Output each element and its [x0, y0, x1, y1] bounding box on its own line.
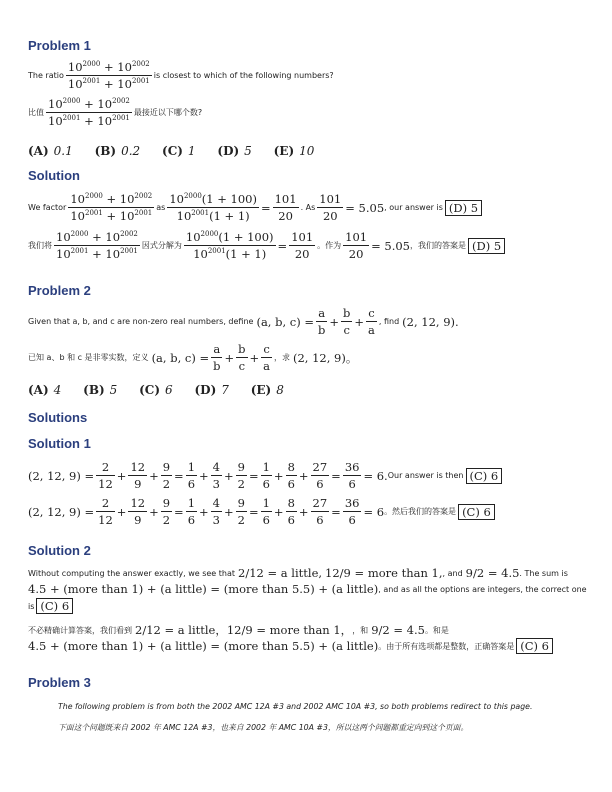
- math-plus: +: [273, 468, 284, 483]
- math-expression: (a, b, c) =: [151, 350, 210, 365]
- math-equals: =: [331, 504, 341, 519]
- math-equals: =: [174, 468, 184, 483]
- math-plus: +: [273, 504, 284, 519]
- solution-2-en-line-2: 4.5 + (more than 1) + (a little) = (more than 5.5) + (a little) , and as all the options are integers, the correct one: [28, 582, 587, 596]
- solution-2-heading: Solution 2: [28, 543, 91, 558]
- problem-3-note-zh: 下面这个问题既来自 2002 年 AMC 12A #3，也来自 2002 年 AMC 10A #3，所以这两个问题都重定向到这个页面。: [58, 723, 469, 732]
- math-expression: (2, 12, 9) =: [28, 468, 95, 483]
- choice: (C) 6: [139, 383, 173, 397]
- math-equals: =: [331, 468, 341, 483]
- choice: (D) 7: [194, 383, 229, 397]
- math-plus: +: [298, 468, 309, 483]
- math-expression: = 6: [363, 504, 385, 519]
- math-fraction: $\frac{10^{2000} + 10^{2002}}{10^{2001} + 10^{2001}}$: [70, 192, 153, 223]
- math-fraction: $\frac{c}{a}$: [263, 342, 270, 373]
- math-fraction: $\frac{10^{2000}(1 + 100)}{10^{2001}(1 + 1)}$: [185, 230, 274, 261]
- math-fraction: $\frac{9}{2}$: [237, 496, 245, 527]
- math-plus: +: [149, 504, 159, 519]
- problem-2-heading: Problem 2: [28, 283, 91, 298]
- math-fraction: $\frac{8}{6}$: [287, 496, 295, 527]
- problem-1-heading: Problem 1: [28, 38, 91, 53]
- choice: (A) 0.1: [28, 144, 73, 158]
- math-expression: 2/12 = a little，12/9 = more than 1，: [135, 623, 353, 637]
- math-plus: +: [223, 504, 234, 519]
- math-fraction: $\frac{101}{20}$: [319, 192, 342, 223]
- solution-1-en: (2, 12, 9) = $\frac{2}{12}$ + $\frac{12}{9}$ + $\frac{9}{2}$ = $\frac{1}{6}$ + $\frac{4}{3}$ + $\frac{9}{2}$ = $\frac{1}{6}$ + $\frac{8}{6}$ + $\frac{27}{6}$ = $\frac{36}{6}$ = 6. Our answer is then (C) 6: [28, 460, 502, 491]
- math-fraction: $\frac{4}{3}$: [212, 496, 220, 527]
- math-fraction: $\frac{9}{2}$: [162, 460, 171, 491]
- math-fraction: $\frac{36}{6}$: [344, 496, 360, 527]
- answer-box: (C) 6: [516, 638, 553, 654]
- solutions-heading: Solutions: [28, 410, 88, 425]
- choice: (B) 0.2: [94, 144, 141, 158]
- math-fraction: $\frac{a}{b}$: [213, 342, 221, 373]
- choice: (E) 8: [250, 383, 284, 397]
- solution-2-en-line-1: Without computing the answer exactly, we see that 2/12 = a little, 12/9 = more than 1, , and 9/2 = 4.5 . The sum is: [28, 566, 568, 580]
- math-fraction: $\frac{1}{6}$: [187, 460, 196, 491]
- solution-2-en-line-3: is (C) 6: [28, 598, 73, 614]
- solution-2-zh-line-2: 4.5 + (more than 1) + (a little) = (more than 5.5) + (a little) 。由于所有选项都是整数，正确答案是 (C) 6: [28, 638, 553, 654]
- math-expression: (2, 12, 9) =: [28, 504, 95, 519]
- choice: (A) 4: [28, 383, 62, 397]
- math-fraction: $\frac{10^{2000}(1 + 100)}{10^{2001}(1 + 1)}$: [169, 192, 257, 223]
- math-fraction: $\frac{b}{c}$: [238, 342, 246, 373]
- problem-2-question-en: Given that a, b, and c are non-zero real numbers, define (a, b, c) = $\frac{a}{b}$ + $\frac{b}{c}$ + $\frac{c}{a}$ , find (2, 12, 9).: [28, 306, 459, 337]
- math-equals: =: [248, 468, 259, 483]
- problem-1-question-zh: 比值 $\frac{10^{2000} + 10^{2002}}{10^{2001} + 10^{2001}}$ 最接近以下哪个数?: [28, 97, 203, 128]
- math-fraction: $\frac{b}{c}$: [343, 306, 351, 337]
- math-plus: +: [199, 468, 209, 483]
- math-plus: +: [329, 314, 340, 329]
- choice: (D) 5: [217, 144, 252, 158]
- math-plus: +: [149, 468, 159, 483]
- answer-box: (C) 6: [466, 468, 503, 484]
- math-expression: 4.5 + (more than 1) + (a little) = (more than 5.5) + (a little): [28, 582, 379, 596]
- solution-heading: Solution: [28, 168, 80, 183]
- solution-1-heading: Solution 1: [28, 436, 91, 451]
- math-fraction: $\frac{1}{6}$: [187, 496, 196, 527]
- math-expression: (2, 12, 9).: [402, 314, 459, 329]
- math-fraction: $\frac{9}{2}$: [162, 496, 171, 527]
- math-fraction: $\frac{c}{a}$: [368, 306, 375, 337]
- math-fraction: $\frac{a}{b}$: [318, 306, 326, 337]
- math-fraction: $\frac{1}{6}$: [262, 496, 270, 527]
- math-fraction: $\frac{12}{9}$: [130, 460, 146, 491]
- solution-2-zh-line-1: 不必精确计算答案，我们看到 2/12 = a little，12/9 = more than 1， ，和 9/2 = 4.5 。和是: [28, 623, 449, 637]
- math-plus: +: [116, 468, 127, 483]
- math-expression: (2, 12, 9)。: [293, 350, 358, 365]
- math-fraction: $\frac{9}{2}$: [237, 460, 245, 491]
- math-plus: +: [298, 504, 309, 519]
- problem-1-choices: [28, 144, 332, 158]
- math-fraction: $\frac{27}{6}$: [312, 460, 328, 491]
- solution-1-zh: (2, 12, 9) = $\frac{2}{12}$ + $\frac{12}{9}$ + $\frac{9}{2}$ = $\frac{1}{6}$ + $\frac{4}{3}$ + $\frac{9}{2}$ = $\frac{1}{6}$ + $\frac{8}{6}$ + $\frac{27}{6}$ = $\frac{36}{6}$ = 6 。然后我们的答案是 (C) 6: [28, 496, 495, 527]
- math-plus: +: [224, 350, 235, 365]
- math-plus: +: [116, 504, 127, 519]
- math-expression: (a, b, c) =: [256, 314, 314, 329]
- math-expression: = 5.05: [345, 200, 385, 215]
- math-fraction: $\frac{36}{6}$: [344, 460, 360, 491]
- ratio-fraction: $\frac{10^{2000} + 10^{2002}}{10^{2001} + 10^{2001}}$: [48, 97, 130, 128]
- math-expression: 9/2 = 4.5: [465, 566, 520, 580]
- math-expression: 4.5 + (more than 1) + (a little) = (more than 5.5) + (a little): [28, 639, 379, 653]
- math-expression: = 5.05: [371, 238, 410, 253]
- math-equals: =: [248, 504, 259, 519]
- answer-box: (C) 6: [458, 504, 495, 520]
- math-plus: +: [354, 314, 365, 329]
- math-fraction: $\frac{10^{2000} + 10^{2002}}{10^{2001} + 10^{2001}}$: [56, 230, 138, 261]
- math-expression: = 6.: [363, 468, 388, 483]
- math-plus: +: [249, 350, 260, 365]
- problem-1-solution-en: We factor $\frac{10^{2000} + 10^{2002}}{10^{2001} + 10^{2001}}$ as $\frac{10^{2000}(1 + 100)}{10^{2001}(1 + 1)}$ = $\frac{101}{20}$ . As $\frac{101}{20}$ = 5.05 , our answer is (D) 5: [28, 192, 482, 223]
- math-fraction: $\frac{8}{6}$: [287, 460, 295, 491]
- problem-3-heading: Problem 3: [28, 675, 91, 690]
- math-fraction: $\frac{2}{12}$: [98, 496, 113, 527]
- problem-2-choices: [28, 383, 302, 397]
- problem-2-question-zh: 已知 a、b 和 c 是非零实数，定义 (a, b, c) = $\frac{a}{b}$ + $\frac{b}{c}$ + $\frac{c}{a}$ ，求 (2, 12, 9)。: [28, 342, 358, 373]
- math-fraction: $\frac{1}{6}$: [262, 460, 270, 491]
- math-fraction: $\frac{27}{6}$: [312, 496, 328, 527]
- choice: (C) 1: [162, 144, 196, 158]
- math-equals: =: [174, 504, 184, 519]
- problem-1-solution-zh: 我们将 $\frac{10^{2000} + 10^{2002}}{10^{2001} + 10^{2001}}$ 因式分解为 $\frac{10^{2000}(1 + 100)}{10^{2001}(1 + 1)}$ = $\frac{101}{20}$ 。作为 $\frac{101}{20}$ = 5.05 ，我们的答案是 (D) 5: [28, 230, 505, 261]
- math-expression: 2/12 = a little,: [238, 566, 323, 580]
- math-equals: =: [277, 238, 288, 253]
- choice: (B) 5: [83, 383, 118, 397]
- math-fraction: $\frac{2}{12}$: [98, 460, 113, 491]
- math-fraction: $\frac{101}{20}$: [291, 230, 314, 261]
- math-fraction: $\frac{4}{3}$: [212, 460, 220, 491]
- problem-3-note-en: The following problem is from both the 2002 AMC 12A #3 and 2002 AMC 10A #3, so both problems redirect to this page.: [58, 702, 533, 711]
- math-plus: +: [223, 468, 234, 483]
- answer-box: (D) 5: [445, 200, 482, 216]
- answer-box: (D) 5: [468, 238, 505, 254]
- answer-box: (C) 6: [36, 598, 73, 614]
- math-equals: =: [260, 200, 271, 215]
- choice: (E) 10: [273, 144, 315, 158]
- problem-1-question-en: The ratio $\frac{10^{2000} + 10^{2002}}{10^{2001} + 10^{2001}}$ is closest to which of the following numbers?: [28, 60, 334, 91]
- math-fraction: $\frac{101}{20}$: [345, 230, 368, 261]
- math-fraction: $\frac{101}{20}$: [274, 192, 297, 223]
- math-fraction: $\frac{12}{9}$: [130, 496, 146, 527]
- math-expression: 12/9 = more than 1,: [325, 566, 443, 580]
- ratio-fraction: $\frac{10^{2000} + 10^{2002}}{10^{2001} + 10^{2001}}$: [67, 60, 150, 91]
- math-plus: +: [199, 504, 209, 519]
- math-expression: 9/2 = 4.5: [371, 623, 425, 637]
